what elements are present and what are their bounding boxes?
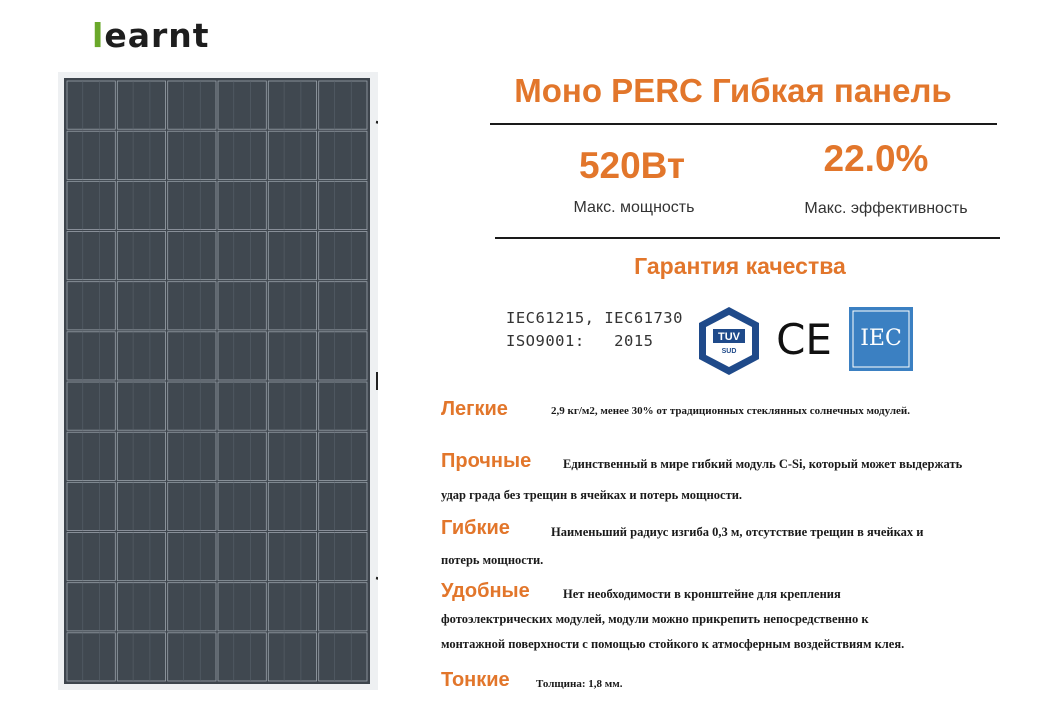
solar-cell [117, 332, 165, 380]
solar-cell [67, 432, 115, 480]
solar-cell [319, 282, 367, 330]
max-efficiency-label: Макс. эффективность [804, 200, 968, 217]
solar-cell [117, 482, 165, 530]
solar-cell [218, 81, 266, 129]
solar-cell [117, 533, 165, 581]
max-efficiency-value: 22.0% [823, 138, 929, 179]
solar-cell [168, 533, 216, 581]
solar-cell [168, 583, 216, 631]
solar-cell [268, 282, 316, 330]
product-title: Моно PERC Гибкая панель [514, 72, 952, 109]
feature-text-convenient-3: монтажной поверхности с помощью стойкого к атмосферным воздействиям клея. [441, 637, 905, 651]
cert-standards-line-1: IEC61215, IEC61730 [506, 309, 683, 327]
solar-cell [268, 131, 316, 179]
solar-cell [218, 131, 266, 179]
tuv-sud-badge-icon [693, 305, 765, 377]
solar-cell [218, 332, 266, 380]
feature-title-durable: Прочные [441, 450, 532, 472]
solar-cell [268, 382, 316, 430]
feature-text-durable-2: удар града без трещин в ячейках и потерь мощности. [441, 488, 743, 502]
solar-cell [268, 482, 316, 530]
solar-cell [67, 533, 115, 581]
solar-cell [268, 332, 316, 380]
solar-cell [117, 131, 165, 179]
solar-cell [67, 181, 115, 229]
brand-logo [92, 16, 210, 55]
max-power-label: Макс. мощность [573, 199, 695, 216]
feature-text-convenient-1: Нет необходимости в кронштейне для крепления [563, 587, 841, 601]
solar-cell [117, 583, 165, 631]
ce-mark-icon [776, 312, 832, 362]
solar-cell [268, 633, 316, 681]
solar-cell [319, 181, 367, 229]
solar-cell [67, 131, 115, 179]
solar-cell [168, 131, 216, 179]
tuv-sub-text: SUD [721, 348, 737, 355]
quality-title: Гарантия качества [634, 253, 846, 279]
solar-cell [168, 81, 216, 129]
iec-text: IEC [860, 326, 902, 351]
divider-bottom [495, 237, 1000, 239]
solar-cell [218, 432, 266, 480]
solar-cell [319, 232, 367, 280]
solar-cell [218, 583, 266, 631]
logo-letter: l [92, 16, 105, 55]
solar-cell [117, 382, 165, 430]
feature-text-flexible-1: Наименьший радиус изгиба 0,3 м, отсутствие трещин в ячейках и [551, 525, 924, 539]
solar-cell [117, 432, 165, 480]
solar-cell [218, 282, 266, 330]
solar-cell [218, 181, 266, 229]
solar-cell [67, 332, 115, 380]
solar-cell [168, 282, 216, 330]
feature-text-convenient-2: фотоэлектрических модулей, модули можно прикрепить непосредственно к [441, 612, 869, 626]
cert-standards-line-2: ISO9001: 2015 [506, 332, 654, 350]
solar-cell [319, 432, 367, 480]
solar-cell [319, 482, 367, 530]
solar-cell [67, 282, 115, 330]
logo-text: earnt [104, 16, 210, 55]
solar-cell [168, 232, 216, 280]
feature-text-durable-1: Единственный в мире гибкий модуль C-Si, который может выдержать [563, 457, 963, 471]
solar-cell [117, 81, 165, 129]
feature-text-light: 2,9 кг/м2, менее 30% от традиционных стеклянных солнечных модулей. [551, 405, 910, 417]
solar-cell [319, 332, 367, 380]
feature-title-thin: Тонкие [441, 669, 510, 691]
solar-cell [117, 232, 165, 280]
solar-cell [168, 382, 216, 430]
solar-cell [117, 633, 165, 681]
feature-title-flexible: Гибкие [441, 517, 510, 539]
feature-text-flexible-2: потерь мощности. [441, 553, 544, 567]
solar-cell [218, 482, 266, 530]
solar-cell [168, 432, 216, 480]
junction-box-middle [376, 372, 378, 390]
solar-cell [117, 282, 165, 330]
divider-top [490, 123, 997, 125]
ce-text: CE [776, 315, 832, 362]
solar-cell [319, 382, 367, 430]
solar-cell [168, 332, 216, 380]
solar-cell [268, 181, 316, 229]
solar-cell [168, 181, 216, 229]
tuv-text: TUV [718, 331, 740, 343]
solar-panel-image [58, 72, 378, 690]
solar-cell [268, 533, 316, 581]
solar-cell [319, 131, 367, 179]
solar-cell [218, 232, 266, 280]
feature-text-thin: Толщина: 1,8 мм. [536, 678, 623, 690]
solar-cell [218, 533, 266, 581]
solar-cell [168, 633, 216, 681]
solar-cell [67, 583, 115, 631]
solar-cell [117, 181, 165, 229]
solar-cell [268, 583, 316, 631]
solar-cell [319, 633, 367, 681]
solar-cell [67, 382, 115, 430]
solar-cell [67, 232, 115, 280]
solar-cell [319, 533, 367, 581]
solar-cell [268, 232, 316, 280]
solar-cell [218, 633, 266, 681]
solar-cell [67, 633, 115, 681]
solar-cell [268, 81, 316, 129]
solar-cell [218, 382, 266, 430]
solar-panel-illustration [58, 72, 378, 690]
solar-cell [67, 482, 115, 530]
solar-cell [67, 81, 115, 129]
feature-title-light: Легкие [441, 398, 508, 420]
solar-cell [168, 482, 216, 530]
solar-cell [268, 432, 316, 480]
feature-title-convenient: Удобные [441, 580, 530, 602]
solar-cell [319, 583, 367, 631]
max-power-value: 520Вт [578, 145, 686, 186]
iec-logo-icon [849, 307, 913, 371]
solar-cell [319, 81, 367, 129]
